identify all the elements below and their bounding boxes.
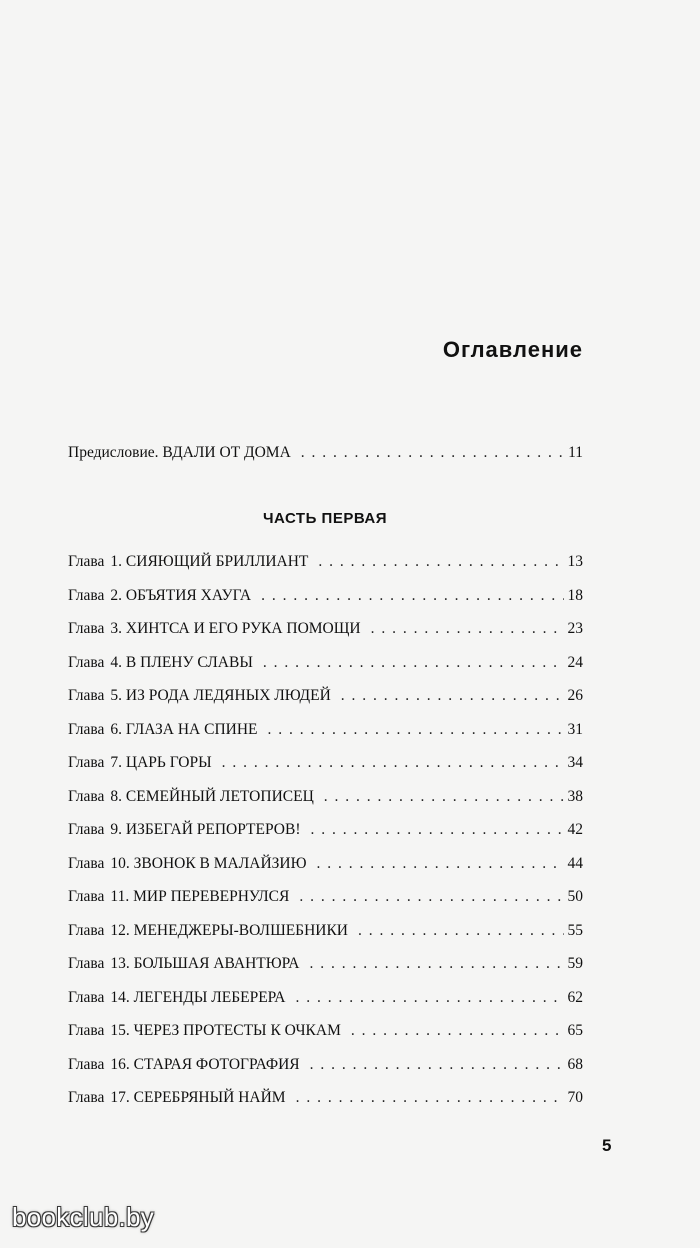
chapter-page-number: 50 <box>567 888 583 905</box>
chapter-page-number: 38 <box>567 787 583 805</box>
toc-chapter-entry <box>68 854 583 874</box>
toc-preface-label: Предисловие. ВДАЛИ ОТ ДОМА <box>68 444 291 461</box>
chapter-page-number: 55 <box>567 921 583 939</box>
chapter-title: ИЗБЕГАЙ РЕПОРТЕРОВ! <box>125 821 301 838</box>
toc-chapter-label <box>68 619 361 639</box>
toc-leader-dots <box>351 1021 564 1041</box>
chapter-page-number: 70 <box>567 1089 583 1106</box>
chapter-number: 6. <box>110 720 123 738</box>
toc-chapter-entry <box>68 753 583 773</box>
chapter-title: ЧЕРЕЗ ПРОТЕСТЫ К ОЧКАМ <box>133 1022 341 1039</box>
toc-chapter-entry <box>68 619 583 639</box>
toc-leader-dots <box>341 686 564 706</box>
chapter-prefix: Глава <box>68 720 105 738</box>
chapter-page-number: 18 <box>567 586 583 604</box>
chapter-page-number: 62 <box>567 988 583 1006</box>
chapter-page-number: 42 <box>567 821 583 838</box>
toc-leader-dots <box>318 552 563 572</box>
watermark-logo: bookclub.by <box>12 1202 155 1232</box>
chapter-title: ГЛАЗА НА СПИНЕ <box>125 720 258 738</box>
toc-chapter-label <box>68 720 258 740</box>
chapter-number: 12. <box>110 921 130 939</box>
chapter-prefix: Глава <box>68 787 105 805</box>
chapter-title: СЕМЕЙНЫЙ ЛЕТОПИСЕЦ <box>125 787 314 805</box>
toc-chapter-entry <box>68 1088 583 1108</box>
toc-chapter-label <box>68 921 348 941</box>
toc-chapter-entry <box>68 921 583 941</box>
toc-preface-entry <box>68 443 583 463</box>
chapter-prefix: Глава <box>68 988 105 1006</box>
chapter-title: БОЛЬШАЯ АВАНТЮРА <box>133 955 300 972</box>
toc-chapter-entry <box>68 1055 583 1075</box>
toc-leader-dots <box>311 820 564 840</box>
chapter-prefix: Глава <box>68 854 105 872</box>
chapter-prefix: Глава <box>68 1022 105 1039</box>
toc-chapter-label <box>68 586 251 606</box>
toc-leader-dots <box>310 1055 564 1075</box>
chapter-number: 1. <box>110 553 123 570</box>
chapter-page-number: 65 <box>567 1022 583 1039</box>
chapter-title: ЦАРЬ ГОРЫ <box>125 754 212 771</box>
chapter-prefix: Глава <box>68 821 105 838</box>
toc-leader-dots <box>268 720 564 740</box>
chapter-page-number: 24 <box>567 653 583 671</box>
chapter-number: 3. <box>110 620 123 637</box>
toc-chapter-label <box>68 1021 341 1041</box>
toc-leader-dots <box>358 921 564 941</box>
toc-chapter-label <box>68 787 314 807</box>
chapter-number: 8. <box>110 787 123 805</box>
toc-chapter-label <box>68 1088 286 1108</box>
chapter-number: 2. <box>110 586 123 604</box>
chapter-number: 13. <box>110 955 130 972</box>
toc-chapter-label <box>68 954 300 974</box>
toc-heading: Оглавление <box>442 337 583 362</box>
chapter-prefix: Глава <box>68 921 105 939</box>
toc-leader-dots <box>263 653 564 673</box>
toc-leader-dots <box>301 443 564 463</box>
chapter-number: 14. <box>110 988 130 1006</box>
toc-chapter-label <box>68 854 307 874</box>
chapter-prefix: Глава <box>68 586 105 604</box>
chapter-number: 15. <box>110 1022 130 1039</box>
chapter-title: МИР ПЕРЕВЕРНУЛСЯ <box>133 888 290 905</box>
chapter-page-number: 26 <box>567 687 583 704</box>
chapter-number: 5. <box>110 687 123 704</box>
toc-chapter-entry <box>68 954 583 974</box>
chapter-title: СТАРАЯ ФОТОГРАФИЯ <box>133 1055 300 1073</box>
chapter-prefix: Глава <box>68 1089 105 1106</box>
toc-chapter-entry <box>68 720 583 740</box>
chapter-title: В ПЛЕНУ СЛАВЫ <box>125 653 253 671</box>
chapter-page-number: 68 <box>567 1055 583 1073</box>
chapter-number: 16. <box>110 1055 130 1073</box>
chapter-prefix: Глава <box>68 1055 105 1073</box>
chapter-page-number: 59 <box>567 955 583 972</box>
chapter-prefix: Глава <box>68 754 105 771</box>
chapter-prefix: Глава <box>68 888 105 905</box>
chapter-number: 4. <box>110 653 123 671</box>
page-number: 5 <box>602 1136 612 1155</box>
chapter-title: МЕНЕДЖЕРЫ-ВОЛШЕБНИКИ <box>133 921 348 939</box>
chapter-title: ХИНТСА И ЕГО РУКА ПОМОЩИ <box>125 620 361 637</box>
toc-chapter-label <box>68 552 308 572</box>
chapter-title: ИЗ РОДА ЛЕДЯНЫХ ЛЮДЕЙ <box>125 687 331 704</box>
chapter-prefix: Глава <box>68 955 105 972</box>
toc-leader-dots <box>371 619 564 639</box>
toc-chapter-entry <box>68 552 583 572</box>
chapter-page-number: 34 <box>567 754 583 771</box>
toc-chapter-label <box>68 1055 300 1075</box>
toc-chapter-entry <box>68 820 583 840</box>
toc-leader-dots <box>296 1088 564 1108</box>
toc-leader-dots <box>317 854 564 874</box>
chapter-number: 7. <box>110 754 123 771</box>
chapter-page-number: 23 <box>567 620 583 637</box>
toc-preface-page: 11 <box>568 444 583 461</box>
toc-chapter-entry <box>68 686 583 706</box>
toc-chapter-label <box>68 653 253 673</box>
toc-chapter-entry <box>68 887 583 907</box>
toc-leader-dots <box>296 988 564 1008</box>
toc-leader-dots <box>310 954 564 974</box>
toc-chapter-label <box>68 820 301 840</box>
part-title: ЧАСТЬ ПЕРВАЯ <box>262 510 388 527</box>
toc-leader-dots <box>222 753 564 773</box>
chapter-title: СИЯЮЩИЙ БРИЛЛИАНТ <box>125 553 309 570</box>
toc-leader-dots <box>261 586 563 606</box>
chapter-title: СЕРЕБРЯНЫЙ НАЙМ <box>133 1089 286 1106</box>
toc-chapter-entry <box>68 586 583 606</box>
toc-leader-dots <box>324 787 564 807</box>
toc-chapter-entry <box>68 787 583 807</box>
chapter-prefix: Глава <box>68 620 105 637</box>
chapter-prefix: Глава <box>68 653 105 671</box>
chapter-title: ОБЪЯТИЯ ХАУГА <box>125 586 252 604</box>
chapter-page-number: 31 <box>567 720 583 738</box>
chapter-prefix: Глава <box>68 553 105 570</box>
toc-chapter-entry <box>68 988 583 1008</box>
toc-chapter-label <box>68 753 212 773</box>
toc-chapter-entry <box>68 653 583 673</box>
chapter-number: 9. <box>110 821 123 838</box>
chapter-number: 17. <box>110 1089 130 1106</box>
toc-chapter-label <box>68 686 331 706</box>
chapter-page-number: 13 <box>567 553 583 570</box>
chapter-prefix: Глава <box>68 687 105 704</box>
chapter-title: ЗВОНОК В МАЛАЙЗИЮ <box>133 854 307 872</box>
chapter-page-number: 44 <box>567 854 583 872</box>
toc-chapter-entry <box>68 1021 583 1041</box>
chapter-number: 11. <box>110 888 130 905</box>
toc-chapter-label <box>68 887 289 907</box>
chapter-title: ЛЕГЕНДЫ ЛЕБЕРЕРА <box>133 988 286 1006</box>
toc-leader-dots <box>299 887 563 907</box>
toc-chapter-label <box>68 988 286 1008</box>
chapter-number: 10. <box>110 854 130 872</box>
